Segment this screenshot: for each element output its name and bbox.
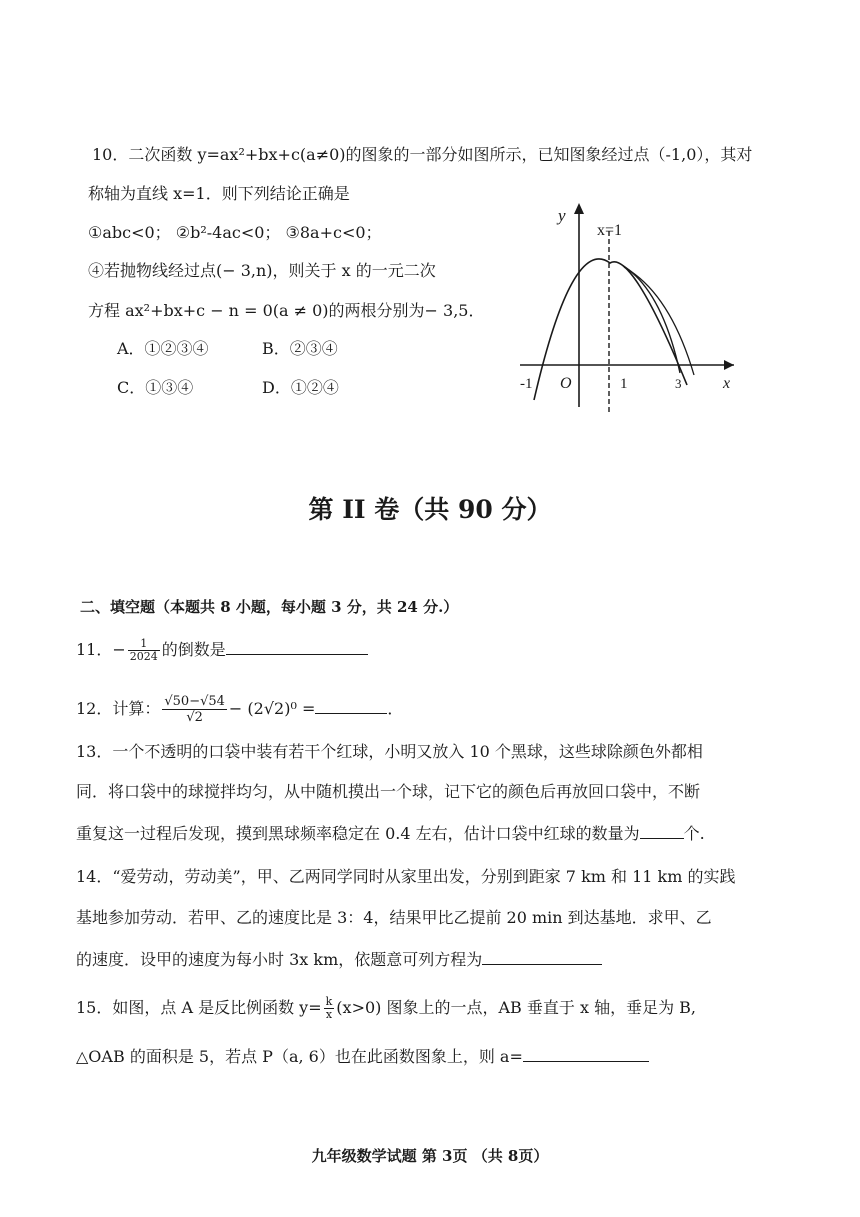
tick-label-3: 3: [675, 376, 682, 391]
q14-line-1: 14．“爱劳动，劳动美”，甲、乙两同学同时从家里出发，分别到距家 7 km 和 11 km 的实践: [76, 867, 736, 886]
parabola-graph: [512, 195, 752, 415]
q15-fraction-num: k: [325, 995, 333, 1008]
q10-line-1: 10．二次函数 y=ax²+bx+c(a≠0)的图象的一部分如图所示，已知图象经过点（-1,0），其对: [92, 145, 753, 164]
q12-fraction: [162, 694, 227, 725]
section-title: 第 II 卷（共 90 分）: [308, 495, 552, 524]
q13-line-3-end: 个.: [683, 824, 705, 843]
page-footer: 九年级数学试题 第 3页 （共 8页）: [311, 1147, 549, 1165]
q10-option-c: C．①③④: [117, 378, 194, 397]
q12-fraction-num: √50−√54: [164, 694, 225, 709]
q15-line-2-text: △OAB 的面积是 5，若点 P（a, 6）也在此函数图象上，则 a=: [76, 1047, 523, 1066]
parabola-curve: [534, 259, 687, 400]
q14-line-2: 基地参加劳动．若甲、乙的速度比是 3：4，结果甲比乙提前 20 min 到达基地．求甲、乙: [76, 908, 712, 927]
q11-fraction-num: 1: [128, 638, 160, 651]
q13-line-3: [76, 822, 705, 845]
q15-fraction-den: x: [325, 1008, 333, 1021]
q12: [76, 694, 403, 725]
y-axis-label: y: [558, 206, 566, 225]
q12-end: ．: [387, 699, 404, 718]
q14-answer-blank[interactable]: [482, 948, 602, 965]
q14-line-3-text: 的速度．设甲的速度为每小时 3x km，依题意可列方程为: [76, 950, 483, 969]
origin-label: O: [560, 375, 572, 392]
q13-line-1: 13．一个不透明的口袋中装有若干个红球，小明又放入 10 个黑球，这些球除颜色外都相: [76, 742, 703, 761]
q15-line-2: [76, 1045, 649, 1068]
q10-line-4: ④若抛物线经过点(− 3,n)，则关于 x 的一元二次: [88, 261, 436, 280]
q13-answer-blank[interactable]: [640, 822, 684, 839]
tick-label-neg1: -1: [520, 376, 533, 392]
q10-line-3: ①abc<0； ②b²-4ac<0； ③8a+c<0；: [88, 223, 382, 242]
q13-line-3-text: 重复这一过程后发现，摸到黑球频率稳定在 0.4 左右，估计口袋中红球的数量为: [76, 824, 640, 843]
q11-fraction-den: 2024: [129, 650, 158, 663]
q11: [76, 638, 368, 663]
q11-fraction: [128, 638, 160, 663]
symmetry-line-label: x=1: [597, 222, 623, 239]
q11-answer-blank[interactable]: [226, 638, 368, 655]
q12-prefix: 12．计算：: [76, 699, 161, 718]
q10-option-a: A．①②③④: [117, 339, 209, 358]
q11-prefix: 11．−: [76, 640, 126, 659]
q14-line-3: [76, 948, 602, 971]
q10-option-b: B．②③④: [262, 339, 338, 358]
x-axis-arrow: [724, 360, 734, 370]
q15-answer-blank[interactable]: [523, 1045, 649, 1062]
q10-line-2: 称轴为直线 x=1．则下列结论正确是: [88, 184, 350, 203]
q15-fraction: [324, 996, 335, 1021]
q10-line-5: 方程 ax²+bx+c − n = 0(a ≠ 0)的两根分别为− 3,5．: [88, 301, 485, 320]
tick-label-1: 1: [620, 376, 628, 392]
y-axis-arrow: [574, 203, 584, 214]
fill-in-section-heading: 二、填空题（本题共 8 小题，每小题 3 分，共 24 分.）: [80, 598, 459, 616]
x-axis-label: x: [723, 375, 731, 392]
q10-option-d: D．①②④: [262, 378, 339, 397]
q15-line-1-prefix: 15．如图，点 A 是反比例函数 y=: [76, 998, 322, 1017]
q13-line-2: 同．将口袋中的球搅拌均匀，从中随机摸出一个球，记下它的颜色后再放回口袋中，不断: [76, 782, 701, 801]
q12-suffix: − (2√2)⁰ =: [228, 699, 316, 718]
q15-line-1: [76, 996, 696, 1021]
q15-line-1-suffix: (x>0) 图象上的一点，AB 垂直于 x 轴，垂足为 B,: [336, 998, 697, 1017]
q12-answer-blank[interactable]: [315, 697, 387, 714]
q12-fraction-den: √2: [186, 710, 203, 725]
q11-suffix: 的倒数是: [161, 640, 226, 659]
